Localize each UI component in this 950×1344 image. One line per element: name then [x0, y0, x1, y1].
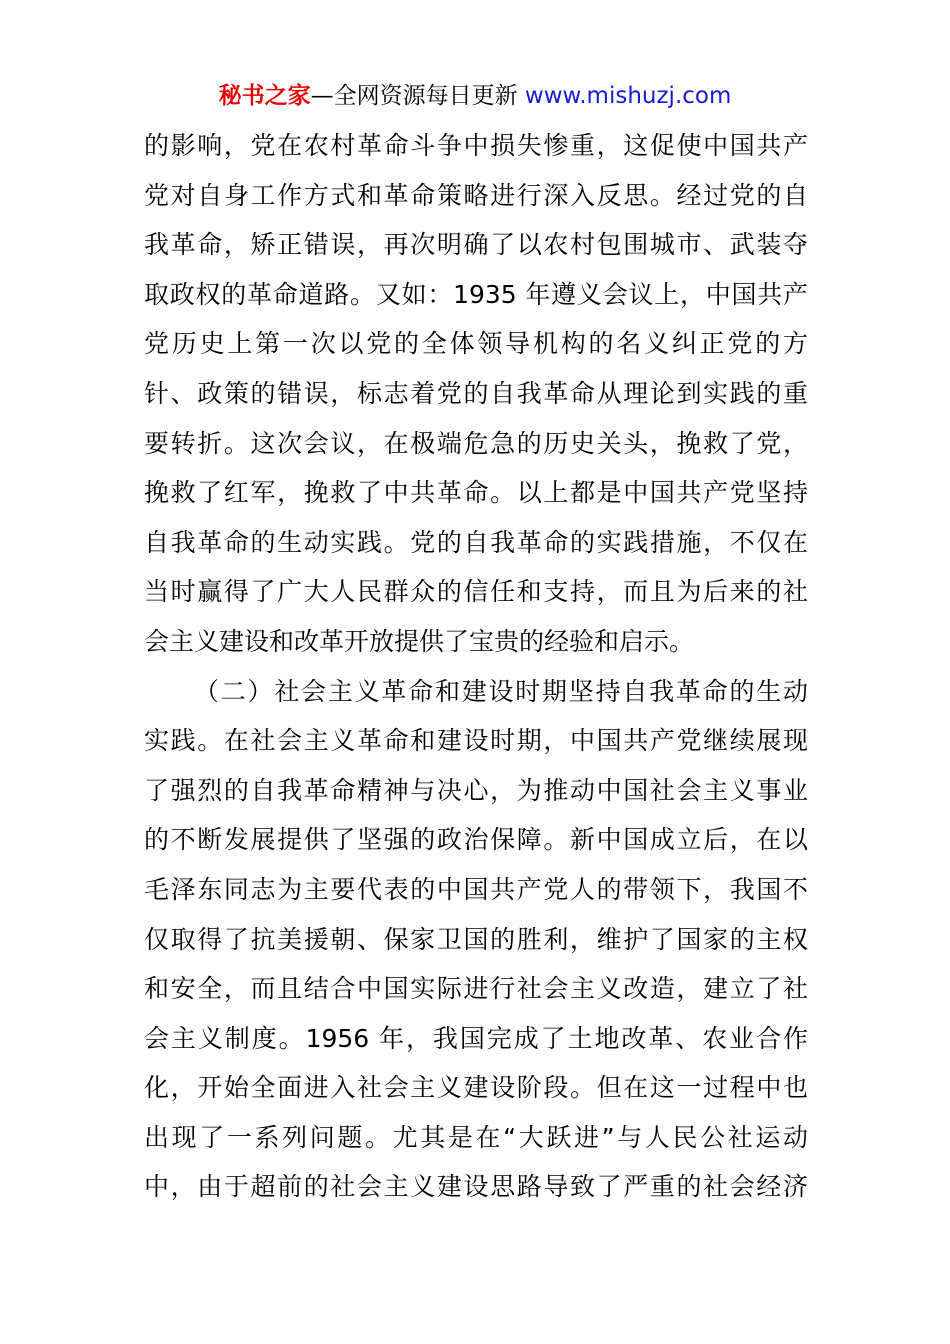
paragraph-continuation: [144, 121, 808, 667]
text-line: 仅取得了抗美援朝、保家卫国的胜利，维护了国家的主权: [144, 924, 808, 954]
header-tagline: —全网资源每日更新: [310, 83, 525, 109]
text-line: 了强烈的自我革命精神与决心，为推动中国社会主义事业: [144, 775, 808, 805]
text-line: 党对自身工作方式和革命策略进行深入反思。经过党的自: [144, 180, 808, 210]
text-line: 要转折。这次会议，在极端危急的历史关头，挽救了党，: [144, 428, 808, 458]
text-line: 实践。在社会主义革命和建设时期，中国共产党继续展现: [144, 726, 808, 756]
text-line: 会主义建设和改革开放提供了宝贵的经验和启示。: [144, 626, 695, 656]
text-line: 会主义制度。1956 年，我国完成了土地改革、农业合作: [144, 1023, 808, 1053]
text-line: 我革命，矫正错误，再次明确了以农村包围城市、武装夺: [144, 230, 808, 260]
section-heading-line: （二）社会主义革命和建设时期坚持自我革命的生动: [194, 676, 808, 706]
text-line: 出现了一系列问题。尤其是在“大跃进”与人民公社运动: [144, 1122, 808, 1152]
text-line: 针、政策的错误，标志着党的自我革命从理论到实践的重: [144, 378, 808, 408]
site-header: [0, 82, 950, 110]
brand-name: 秘书之家: [218, 83, 311, 109]
text-line: 化，开始全面进入社会主义建设阶段。但在这一过程中也: [144, 1073, 808, 1103]
text-line: 中，由于超前的社会主义建设思路导致了严重的社会经济: [144, 1172, 808, 1202]
text-line: 挽救了红军，挽救了中共革命。以上都是中国共产党坚持: [144, 478, 808, 508]
text-line: 和安全，而且结合中国实际进行社会主义改造，建立了社: [144, 974, 808, 1004]
text-line: 党历史上第一次以党的全体领导机构的名义纠正党的方: [144, 329, 808, 359]
text-line: 取政权的革命道路。又如：1935 年遵义会议上，中国共产: [144, 279, 808, 309]
text-line: 的不断发展提供了坚强的政治保障。新中国成立后，在以: [144, 825, 808, 855]
text-line: 自我革命的生动实践。党的自我革命的实践措施，不仅在: [144, 527, 808, 557]
site-url-link[interactable]: www.mishuzj.com: [524, 83, 732, 109]
text-line: 当时赢得了广大人民群众的信任和支持，而且为后来的社: [144, 577, 808, 607]
document-body: [144, 121, 808, 1212]
paragraph-section-two: [144, 667, 808, 1213]
text-line: 的影响，党在农村革命斗争中损失惨重，这促使中国共产: [144, 131, 808, 160]
text-line: 毛泽东同志为主要代表的中国共产党人的带领下，我国不: [144, 874, 808, 904]
